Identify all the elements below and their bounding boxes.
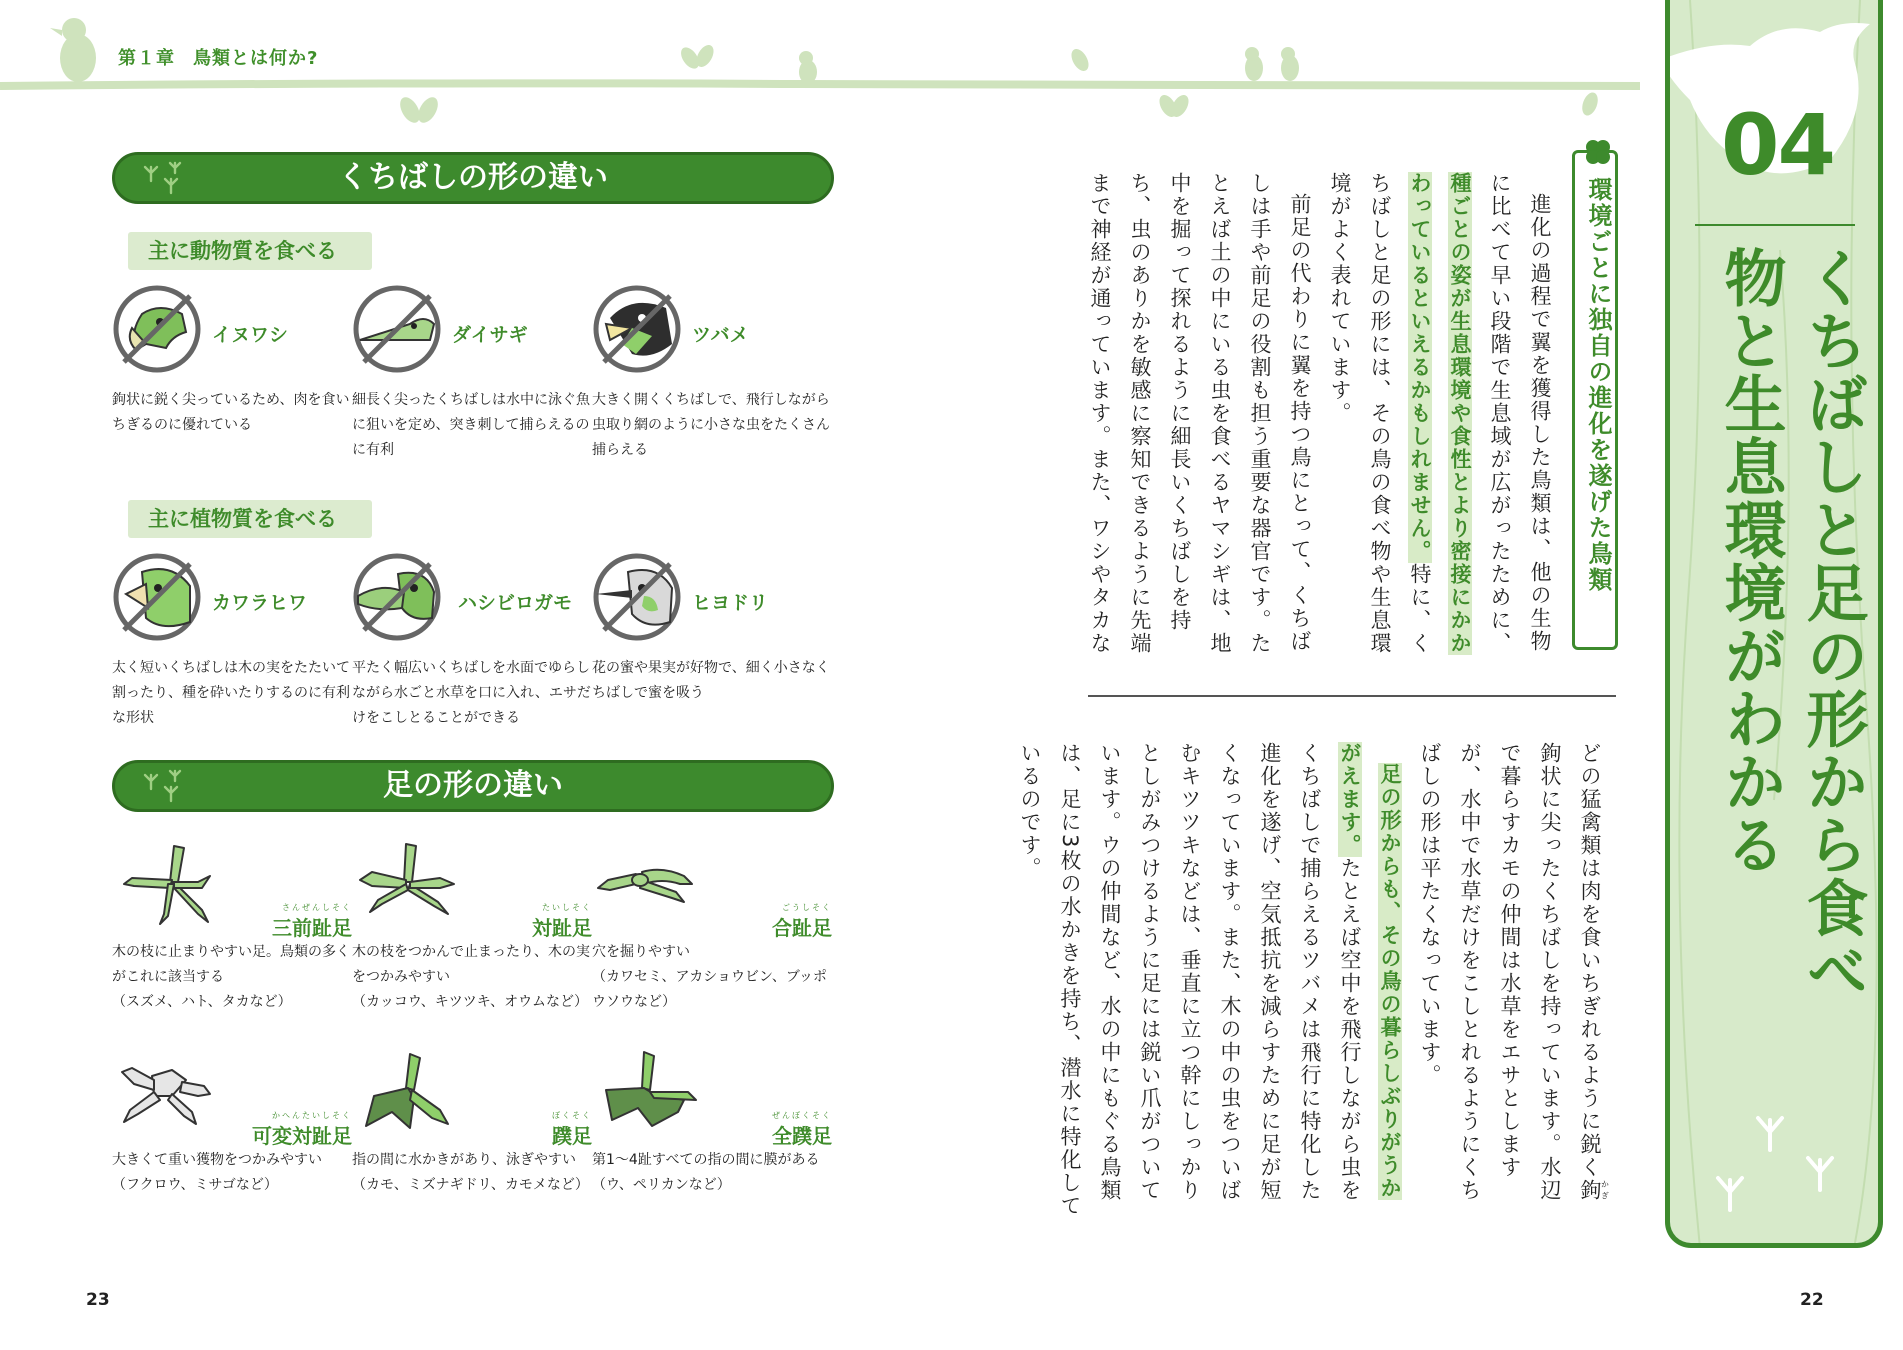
foot-section-title: 足の形の違い	[383, 768, 563, 803]
beak-item-inuwashi	[112, 284, 352, 464]
foot-ruby: ごうしそく	[782, 903, 832, 912]
side-heading-box	[1572, 150, 1618, 650]
foot-description	[352, 940, 592, 1015]
subhead-animal-food: 主に動物質を食べる	[128, 232, 372, 270]
beak-name: ダイサギ	[452, 324, 528, 346]
upper-p2: 前足の代わりに翼を持つ鳥にとって、くちばしは手や前足の役割も担う重要な器官です。たとえば土の中にいる虫を食べるヤマシギは、地中を掘って探れるように細長いくちばしを持ち、虫のありかを敏感に察知できるように先端まで神経が通っています。また、ワシやタカな	[1088, 172, 1312, 655]
upper-p1-a: 進化の過程で翼を獲得した鳥類は、他の生物に比べて早い段階で生息域が広がったために、	[1488, 172, 1552, 655]
foot-examples: （カワセミ、アカショウビン、ブッポウソウなど）	[592, 969, 827, 1010]
beak-section-title: くちばしの形の違い	[338, 160, 608, 195]
beak-name: カワラヒワ	[212, 592, 308, 614]
section-divider	[1088, 695, 1616, 697]
lower-p1-b: 鉤状に尖ったくちばしを持っています。水辺で暮らすカモの仲間は水草をエサとしますが、水中で水草だけをこしとれるようにくちばしの形は平たくなっています。	[1418, 742, 1562, 1202]
title-panel	[1665, 0, 1883, 1248]
brown-eared-bulbul-beak-icon	[592, 552, 682, 642]
foot-name: 全蹼足	[772, 1124, 832, 1148]
golden-eagle-beak-icon	[112, 284, 202, 374]
foot-desc-text: 第1〜4趾すべての指の間に膜がある	[592, 1152, 820, 1168]
beak-item-hiyodori	[592, 552, 832, 732]
foot-examples: （フクロウ、ミサゴなど）	[112, 1177, 278, 1193]
foot-name: 可変対趾足	[252, 1124, 352, 1148]
beak-name: ツバメ	[692, 324, 749, 346]
foot-desc-text: 木の枝をつかんで止まったり、木の実をつかみやすい	[352, 944, 590, 985]
northern-shoveler-beak-icon	[352, 552, 442, 642]
foot-item-kahentaishisoku	[112, 1050, 352, 1230]
foot-description	[112, 940, 352, 1015]
foot-name: 三前趾足	[272, 916, 352, 940]
foot-examples: （ウ、ペリカンなど）	[592, 1177, 731, 1193]
section-title: くちばしと足の形から食べ物と生息環境がわかる	[1714, 246, 1869, 1002]
foot-ruby: さんぜんしそく	[282, 903, 352, 912]
upper-body-text	[1088, 172, 1560, 667]
beak-item-kawarahiwa	[112, 552, 352, 732]
foot-desc-text: 指の間に水かきがあり、泳ぎやすい	[352, 1152, 576, 1168]
upper-p1-highlight: 種ごとの姿が生息環境や食性とより密接にかかわっているといえるかもしれません。	[1408, 172, 1472, 655]
beak-description: 鉤状に鋭く尖っているため、肉を食いちぎるのに優れている	[112, 392, 350, 433]
ruby-kagi-reading: かぎ	[1600, 1179, 1610, 1202]
foot-name: 合趾足	[772, 916, 832, 940]
footprint-icon	[141, 769, 187, 805]
oriental-greenfinch-beak-icon	[112, 552, 202, 642]
foot-desc-text: 大きくて重い獲物をつかみやすい	[112, 1152, 322, 1168]
foot-item-zenbokusoku	[592, 1050, 832, 1230]
footprint-icon	[141, 161, 187, 197]
foot-ruby: たいしそく	[542, 903, 592, 912]
foot-ruby: ぜんぼくそく	[772, 1111, 832, 1120]
beak-item-tsubame	[592, 284, 832, 464]
foot-desc-text: 穴を掘りやすい	[592, 944, 690, 960]
beak-description: 大きく開くくちばしで、飛行しながら虫取り網のように小さな虫をたくさん捕らえる	[592, 392, 830, 458]
foot-examples: （カモ、ミズナギドリ、カモメなど）	[352, 1177, 589, 1193]
beak-description: 細長く尖ったくちばしは水中に泳ぐ魚に狙いを定め、突き刺して捕らえるのに有利	[352, 392, 590, 458]
swallow-beak-icon	[592, 284, 682, 374]
beak-section-banner	[112, 152, 834, 204]
foot-name: 対趾足	[532, 916, 592, 940]
ruby-kagi-kanji: 鉤	[1578, 1179, 1602, 1202]
lower-p2-b: たとえば空中を飛行しながら虫をくちばしで捕らえるツバメは飛行に特化した進化を遂げ、空気抵抗を減らすために足が短くなっています。また、木の中の虫をついばむキツツキなどは、垂直に立つ幹にしっかりとしがみつけるように足には鋭い爪がついています。ウの仲間など、水の中にもぐる鳥類は、足に3枚の水かきを持ち、潜水に特化しているのです。	[1018, 742, 1362, 1218]
upper-p1-b: 特に、くちばしと足の形には、その鳥の食べ物や生息環境がよく表れています。	[1328, 172, 1432, 655]
foot-section-banner	[112, 760, 834, 812]
beak-description: 太く短いくちばしは木の実をたたいて割ったり、種を砕いたりするのに有利な形状	[112, 660, 350, 726]
chapter-number: 第１章	[118, 48, 175, 69]
foot-item-sanzenshisoku	[112, 842, 352, 1022]
foot-description	[352, 1148, 592, 1198]
side-heading-text: 環境ごとに独自の進化を遂げた鳥類	[1584, 177, 1612, 593]
foot-item-goshisoku	[592, 842, 832, 1022]
beak-name: ハシビロガモ	[458, 592, 573, 614]
beak-name: ヒヨドリ	[692, 592, 769, 614]
lower-p2-highlight: 足の形からも、その鳥の暮らしぶりがうかがえます。	[1338, 742, 1402, 1200]
beak-item-daisagi	[352, 284, 592, 464]
foot-description	[592, 1148, 832, 1198]
chapter-heading	[118, 44, 318, 70]
foot-ruby: かへんたいしそく	[272, 1111, 352, 1120]
foot-description	[112, 1148, 352, 1198]
foot-item-bokusoku	[352, 1050, 592, 1230]
title-divider	[1695, 224, 1855, 226]
foot-ruby: ぼくそく	[552, 1111, 592, 1120]
clover-icon	[1583, 137, 1613, 167]
foot-examples: （カッコウ、キツツキ、オウムなど）	[352, 994, 589, 1010]
subhead-plant-food: 主に植物質を食べる	[128, 500, 372, 538]
beak-description: 花の蜜や果実が好物で、細く小さなくちばしで蜜を吸う	[592, 660, 830, 701]
beak-description: 平たく幅広いくちばしを水面でゆらしながら水ごと水草を口に入れ、エサだけをこしとることができる	[352, 660, 591, 726]
beak-item-hashibirogamo	[352, 552, 592, 732]
beak-name: イヌワシ	[212, 324, 289, 346]
foot-description	[592, 940, 832, 1015]
ruby-kagi	[1578, 1179, 1610, 1202]
great-egret-beak-icon	[352, 284, 442, 374]
right-page-number: 22	[1800, 1290, 1824, 1310]
lower-p1-a: どの猛禽類は肉を食いちぎれるように鋭く	[1578, 742, 1602, 1179]
lower-body-text	[1018, 742, 1610, 1222]
foot-examples: （スズメ、ハト、タカなど）	[112, 994, 292, 1010]
foot-name: 蹼足	[552, 1124, 592, 1148]
section-number: 04	[1721, 96, 1834, 194]
left-page-number: 23	[86, 1290, 110, 1310]
foot-desc-text: 木の枝に止まりやすい足。鳥類の多くがこれに該当する	[112, 944, 350, 985]
foot-item-taishisoku	[352, 842, 592, 1022]
chapter-title: 鳥類とは何か?	[193, 48, 319, 69]
